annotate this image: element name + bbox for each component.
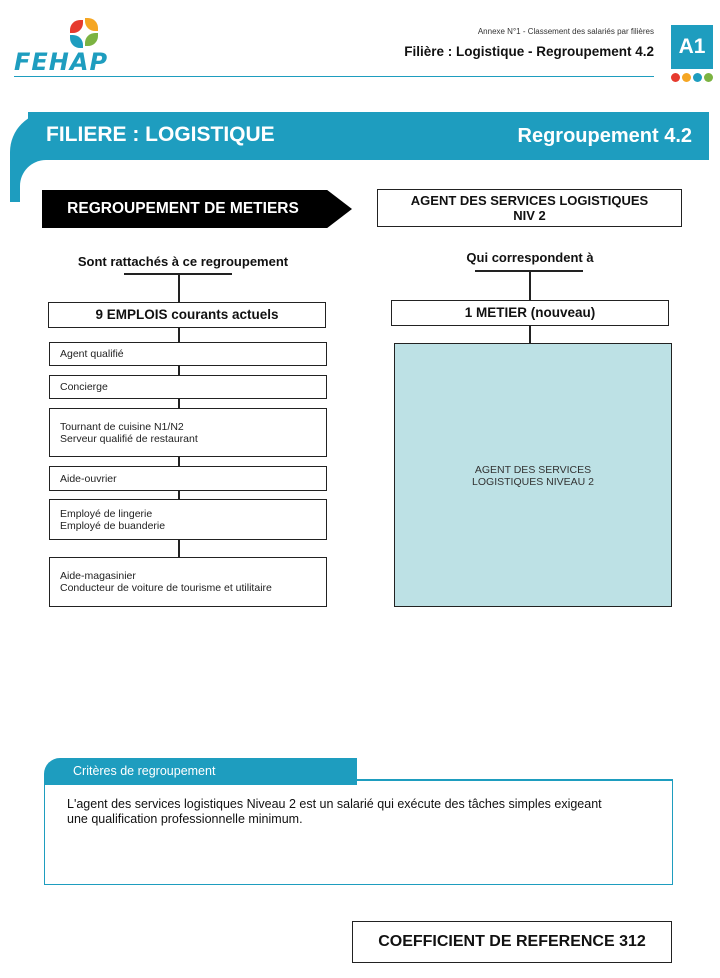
agent-title-line1: AGENT DES SERVICES LOGISTIQUES	[410, 193, 649, 208]
logo-leaf-green-icon	[85, 33, 98, 46]
job-label: Aide-ouvrier	[60, 472, 117, 485]
result-line: LOGISTIQUES NIVEAU 2	[472, 476, 594, 488]
agent-title-box	[377, 189, 682, 227]
connector	[529, 271, 531, 300]
job-label: Aide-magasinier	[60, 570, 136, 582]
result-metier-box	[394, 343, 672, 607]
emplois-count-box: 9 EMPLOIS courants actuels	[48, 302, 326, 328]
header-divider	[14, 76, 654, 77]
job-label: Conducteur de voiture de tourisme et utilitaire	[60, 582, 272, 594]
job-item	[49, 375, 327, 399]
annex-label: Annexe N°1 - Classement des salariés par filières	[477, 27, 654, 36]
connector	[178, 540, 180, 557]
fehap-logo	[14, 18, 110, 76]
logo-leaf-red-icon	[70, 20, 83, 33]
job-label: Employé de buanderie	[60, 519, 166, 532]
dot-green-icon	[704, 73, 713, 82]
dot-blue-icon	[693, 73, 702, 82]
criteria-line: une qualification professionnelle minimum.	[67, 812, 303, 826]
logo-leaf-blue-icon	[70, 35, 83, 48]
coefficient-box: COEFFICIENT DE REFERENCE 312	[352, 921, 672, 963]
dot-red-icon	[671, 73, 680, 82]
job-item	[49, 499, 327, 540]
banner-filiere-title: FILIERE : LOGISTIQUE	[46, 123, 275, 146]
result-metier-label	[395, 464, 671, 488]
connector	[178, 399, 180, 408]
criteria-line: L'agent des services logistiques Niveau 2 est un salarié qui exécute des tâches simples exigeant	[67, 797, 602, 811]
logo-text: FEHAP	[14, 48, 109, 76]
job-label: Employé de lingerie	[60, 507, 153, 520]
job-label: Serveur qualifié de restaurant	[60, 432, 198, 445]
connector	[178, 457, 180, 466]
criteria-text	[67, 797, 627, 827]
job-item	[49, 557, 327, 607]
connector	[529, 326, 531, 343]
metier-count-box: 1 METIER (nouveau)	[391, 300, 669, 326]
job-item	[49, 342, 327, 366]
criteria-box	[44, 779, 673, 885]
job-item	[49, 466, 327, 491]
job-item	[49, 408, 327, 457]
logo-leaf-orange-icon	[85, 18, 98, 31]
dot-orange-icon	[682, 73, 691, 82]
regroupement-arrow-label: REGROUPEMENT DE METIERS	[67, 200, 299, 217]
agent-title-line2: NIV 2	[513, 208, 546, 223]
job-label: Concierge	[60, 381, 108, 393]
connector	[178, 491, 180, 499]
connector	[178, 366, 180, 375]
header-title: Filière : Logistique - Regroupement 4.2	[404, 44, 654, 59]
connector	[178, 274, 180, 302]
rattaches-subtitle: Sont rattachés à ce regroupement	[77, 254, 289, 269]
banner-regroupement-title: Regroupement 4.2	[517, 125, 692, 147]
connector	[178, 328, 180, 343]
job-label: Tournant de cuisine N1/N2	[60, 420, 184, 433]
result-line: AGENT DES SERVICES	[474, 464, 592, 476]
annex-badge: A1	[671, 25, 713, 69]
correspondent-subtitle: Qui correspondent à	[466, 250, 594, 265]
job-label: Agent qualifié	[60, 348, 124, 360]
criteria-tab-label: Critères de regroupement	[73, 764, 216, 778]
